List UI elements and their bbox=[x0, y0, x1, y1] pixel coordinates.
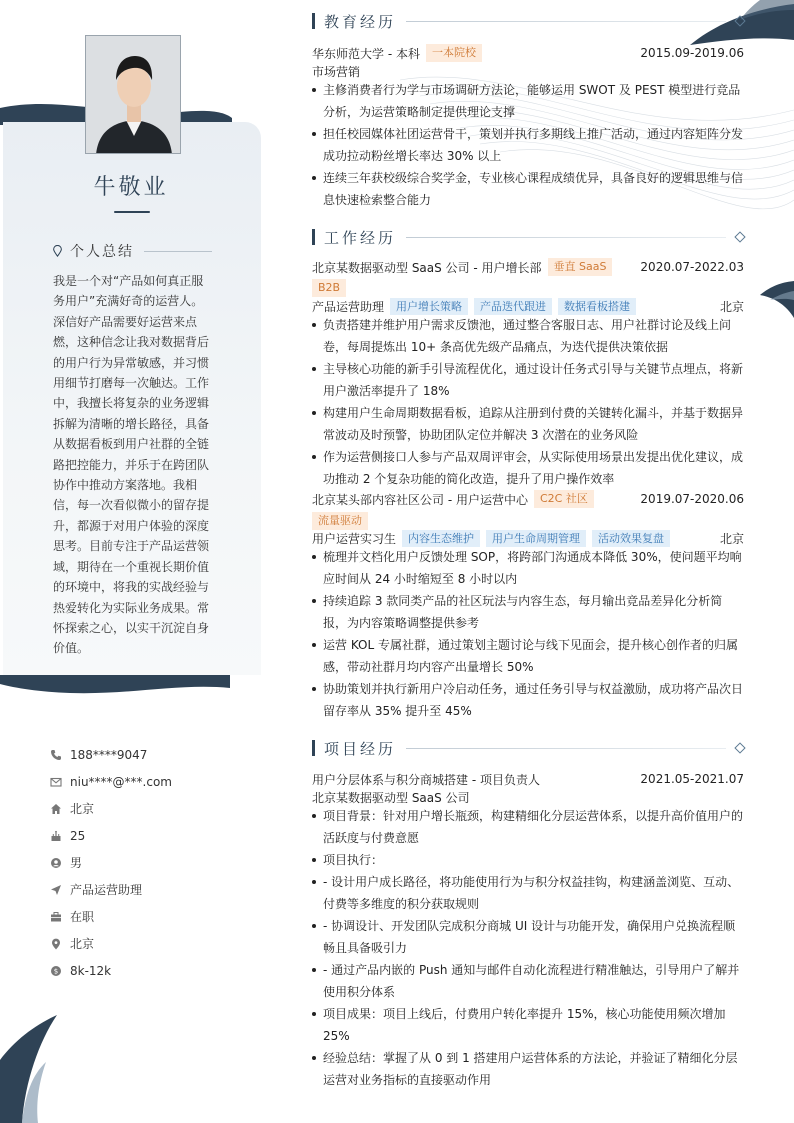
contact-gender bbox=[50, 849, 250, 876]
contact-value: 男 bbox=[70, 856, 83, 870]
heading-divider bbox=[406, 21, 726, 22]
name-underline bbox=[114, 211, 150, 213]
company-name: 北京某头部内容社区公司 - 用户运营中心 bbox=[312, 492, 528, 507]
location-pin-icon bbox=[50, 938, 62, 950]
contact-value: 在职 bbox=[70, 910, 95, 924]
skill-tag: 内容生态维护 bbox=[402, 530, 480, 547]
contact-value: 北京 bbox=[70, 802, 95, 816]
job-location: 北京 bbox=[719, 299, 744, 314]
list-item: 项目执行： bbox=[312, 849, 744, 871]
heading-divider bbox=[406, 748, 726, 749]
job-bullets bbox=[312, 546, 744, 722]
briefcase-icon bbox=[50, 911, 62, 923]
job-bullets bbox=[312, 314, 744, 490]
project-heading bbox=[312, 738, 744, 758]
job-tag-row bbox=[312, 278, 744, 298]
skill-tag: 用户生命周期管理 bbox=[486, 530, 586, 547]
heading-bar bbox=[312, 229, 315, 245]
contact-phone bbox=[50, 741, 250, 768]
list-item: - 协调设计、开发团队完成积分商城 UI 设计与功能开发，确保用户兑换流程顺畅且具备吸引力 bbox=[312, 915, 744, 959]
list-item: 项目成果：项目上线后，付费用户转化率提升 15%，核心功能使用频次增加 25% bbox=[312, 1003, 744, 1047]
job-entry-1 bbox=[312, 257, 744, 277]
heading-divider bbox=[406, 237, 726, 238]
location-pin-icon bbox=[52, 245, 63, 257]
company-name: 北京某数据驱动型 SaaS 公司 - 用户增长部 bbox=[312, 260, 542, 275]
list-item: 梳理并文档化用户反馈处理 SOP，将跨部门沟通成本降低 30%，使问题平均响应时间从 24 小时缩短至 8 小时以内 bbox=[312, 546, 744, 590]
contact-value: 25 bbox=[70, 828, 86, 843]
company-tag: 流量驱动 bbox=[312, 512, 368, 530]
skill-tag: 产品迭代跟进 bbox=[474, 298, 552, 315]
list-item: 经验总结：掌握了从 0 到 1 搭建用户运营体系的方法论，并验证了精细化分层运营对业务指标的直接驱动作用 bbox=[312, 1047, 744, 1091]
contact-job-target bbox=[50, 876, 250, 903]
education-major bbox=[312, 61, 744, 81]
list-item: 连续三年获校级综合奖学金，专业核心课程成绩优异，具备良好的逻辑思维与信息快速检索整合能力 bbox=[312, 167, 744, 211]
summary-heading bbox=[52, 241, 212, 261]
skill-tag: 活动效果复盘 bbox=[592, 530, 670, 547]
job-position: 用户运营实习生 bbox=[312, 531, 397, 546]
contact-age bbox=[50, 822, 250, 849]
email-icon bbox=[50, 776, 62, 788]
job-date: 2020.07-2022.03 bbox=[640, 260, 744, 274]
person-portrait-icon bbox=[86, 36, 181, 154]
school-name: 华东师范大学 - 本科 bbox=[312, 46, 420, 61]
summary-divider bbox=[144, 251, 212, 252]
job-location: 北京 bbox=[719, 531, 744, 546]
diamond-icon bbox=[734, 742, 745, 753]
contact-value: 8k-12k bbox=[70, 963, 112, 978]
send-icon bbox=[50, 884, 62, 896]
school-tag: 一本院校 bbox=[426, 44, 482, 62]
list-item: 负责搭建并维护用户需求反馈池，通过整合客服日志、用户社群讨论及线上问卷，每周提炼出 10+ 条高优先级产品痛点，为迭代提供决策依据 bbox=[312, 314, 744, 358]
skill-tag: 用户增长策略 bbox=[390, 298, 468, 315]
summary-title: 个人总结 bbox=[70, 244, 134, 260]
job-position-row bbox=[312, 528, 744, 548]
project-name: 用户分层体系与积分商城搭建 - 项目负责人 bbox=[312, 772, 540, 787]
skill-tag: 数据看板搭建 bbox=[558, 298, 636, 315]
contact-value: 188****9047 bbox=[70, 747, 148, 762]
person-name: 牛敬业 bbox=[93, 175, 169, 200]
summary-text: 我是一个对“产品如何真正服务用户”充满好奇的运营人。深信好产品需要好运营来点燃，这种信念让我对数据背后的用户行为异常敏感，并习惯用细节打磨每一次触达。工作中，我擅长将复杂的业务逻辑拆解为清晰的增长路径，具备从数据看板到用户社群的全链路把控能力，并乐于在跨团队协作中推动方案落地。我相信，每一次看似微小的留存提升，都源于对用户体验的深度思考。目前专注于产品运营领域，期待在一个重视长期价值的环境中，将我的实战经验与热爱转化为实际业务成果。常怀探索之心，以实干沉淀自身价值。 bbox=[53, 274, 210, 656]
education-heading bbox=[312, 11, 744, 31]
company-tag: C2C 社区 bbox=[534, 490, 594, 508]
home-icon bbox=[50, 803, 62, 815]
list-item: 担任校园媒体社团运营骨干，策划并执行多期线上推广活动，通过内容矩阵分发成功拉动粉丝增长率达 30% 以上 bbox=[312, 123, 744, 167]
project-entry bbox=[312, 769, 744, 789]
education-title: 教育经历 bbox=[324, 12, 397, 31]
job-position-row bbox=[312, 296, 744, 316]
phone-icon bbox=[50, 749, 62, 761]
avatar-photo bbox=[85, 35, 181, 154]
education-bullets bbox=[312, 79, 744, 211]
project-date: 2021.05-2021.07 bbox=[640, 772, 744, 786]
contact-value: 北京 bbox=[70, 937, 95, 951]
cake-icon bbox=[50, 830, 62, 842]
project-org-row bbox=[312, 787, 744, 807]
contact-city bbox=[50, 795, 250, 822]
gender-icon bbox=[50, 857, 62, 869]
education-date: 2015.09-2019.06 bbox=[640, 46, 744, 60]
work-title: 工作经历 bbox=[324, 228, 397, 247]
project-org: 北京某数据驱动型 SaaS 公司 bbox=[312, 790, 470, 805]
list-item: 主修消费者行为学与市场调研方法论，能够运用 SWOT 及 PEST 模型进行竞品分析，为运营策略制定提供理论支撑 bbox=[312, 79, 744, 123]
contact-target-city bbox=[50, 930, 250, 957]
diamond-icon bbox=[734, 231, 745, 242]
project-title: 项目经历 bbox=[324, 739, 397, 758]
contact-status bbox=[50, 903, 250, 930]
contact-salary bbox=[50, 957, 250, 984]
list-item: 作为运营侧接口人参与产品双周评审会，从实际使用场景出发提出优化建议，成功推动 2 个复杂功能的简化改造，提升了用户操作效率 bbox=[312, 446, 744, 490]
svg-text:$: $ bbox=[53, 967, 59, 976]
list-item: 协助策划并执行新用户冷启动任务，通过任务引导与权益激励，成功将产品次日留存率从 35% 提升至 45% bbox=[312, 678, 744, 722]
contact-list bbox=[50, 741, 250, 984]
work-heading bbox=[312, 227, 744, 247]
major-name: 市场营销 bbox=[312, 64, 361, 79]
job-date: 2019.07-2020.06 bbox=[640, 492, 744, 506]
heading-bar bbox=[312, 13, 315, 29]
list-item: 主导核心功能的新手引导流程优化，通过设计任务式引导与关键节点埋点，将新用户激活率提升了 18% bbox=[312, 358, 744, 402]
job-entry-2 bbox=[312, 489, 744, 509]
list-item: 项目背景：针对用户增长瓶颈，构建精细化分层运营体系，以提升高价值用户的活跃度与付费意愿 bbox=[312, 805, 744, 849]
contact-value: niu****@***.com bbox=[70, 774, 172, 789]
list-item: 运营 KOL 专属社群，通过策划主题讨论与线下见面会，提升核心创作者的归属感，带动社群月均内容产出量增长 50% bbox=[312, 634, 744, 678]
list-item: - 通过产品内嵌的 Push 通知与邮件自动化流程进行精准触达，引导用户了解并使用积分体系 bbox=[312, 959, 744, 1003]
company-tag: B2B bbox=[312, 279, 346, 297]
company-tag: 垂直 SaaS bbox=[548, 258, 613, 276]
heading-bar bbox=[312, 740, 315, 756]
salary-icon bbox=[50, 965, 62, 977]
list-item: - 设计用户成长路径，将功能使用行为与积分权益挂钩，构建涵盖浏览、互动、付费等多维度的积分获取规则 bbox=[312, 871, 744, 915]
list-item: 持续追踪 3 款同类产品的社区玩法与内容生态，每月输出竞品差异化分析简报，为内容策略调整提供参考 bbox=[312, 590, 744, 634]
contact-value: 产品运营助理 bbox=[70, 883, 143, 897]
job-position: 产品运营助理 bbox=[312, 299, 385, 314]
diamond-icon bbox=[734, 15, 745, 26]
project-bullets bbox=[312, 805, 744, 1091]
list-item: 构建用户生命周期数据看板，追踪从注册到付费的关键转化漏斗，并基于数据异常波动及时预警，协助团队定位并解决 3 次潜在的业务风险 bbox=[312, 402, 744, 446]
contact-email bbox=[50, 768, 250, 795]
education-entry bbox=[312, 43, 744, 63]
